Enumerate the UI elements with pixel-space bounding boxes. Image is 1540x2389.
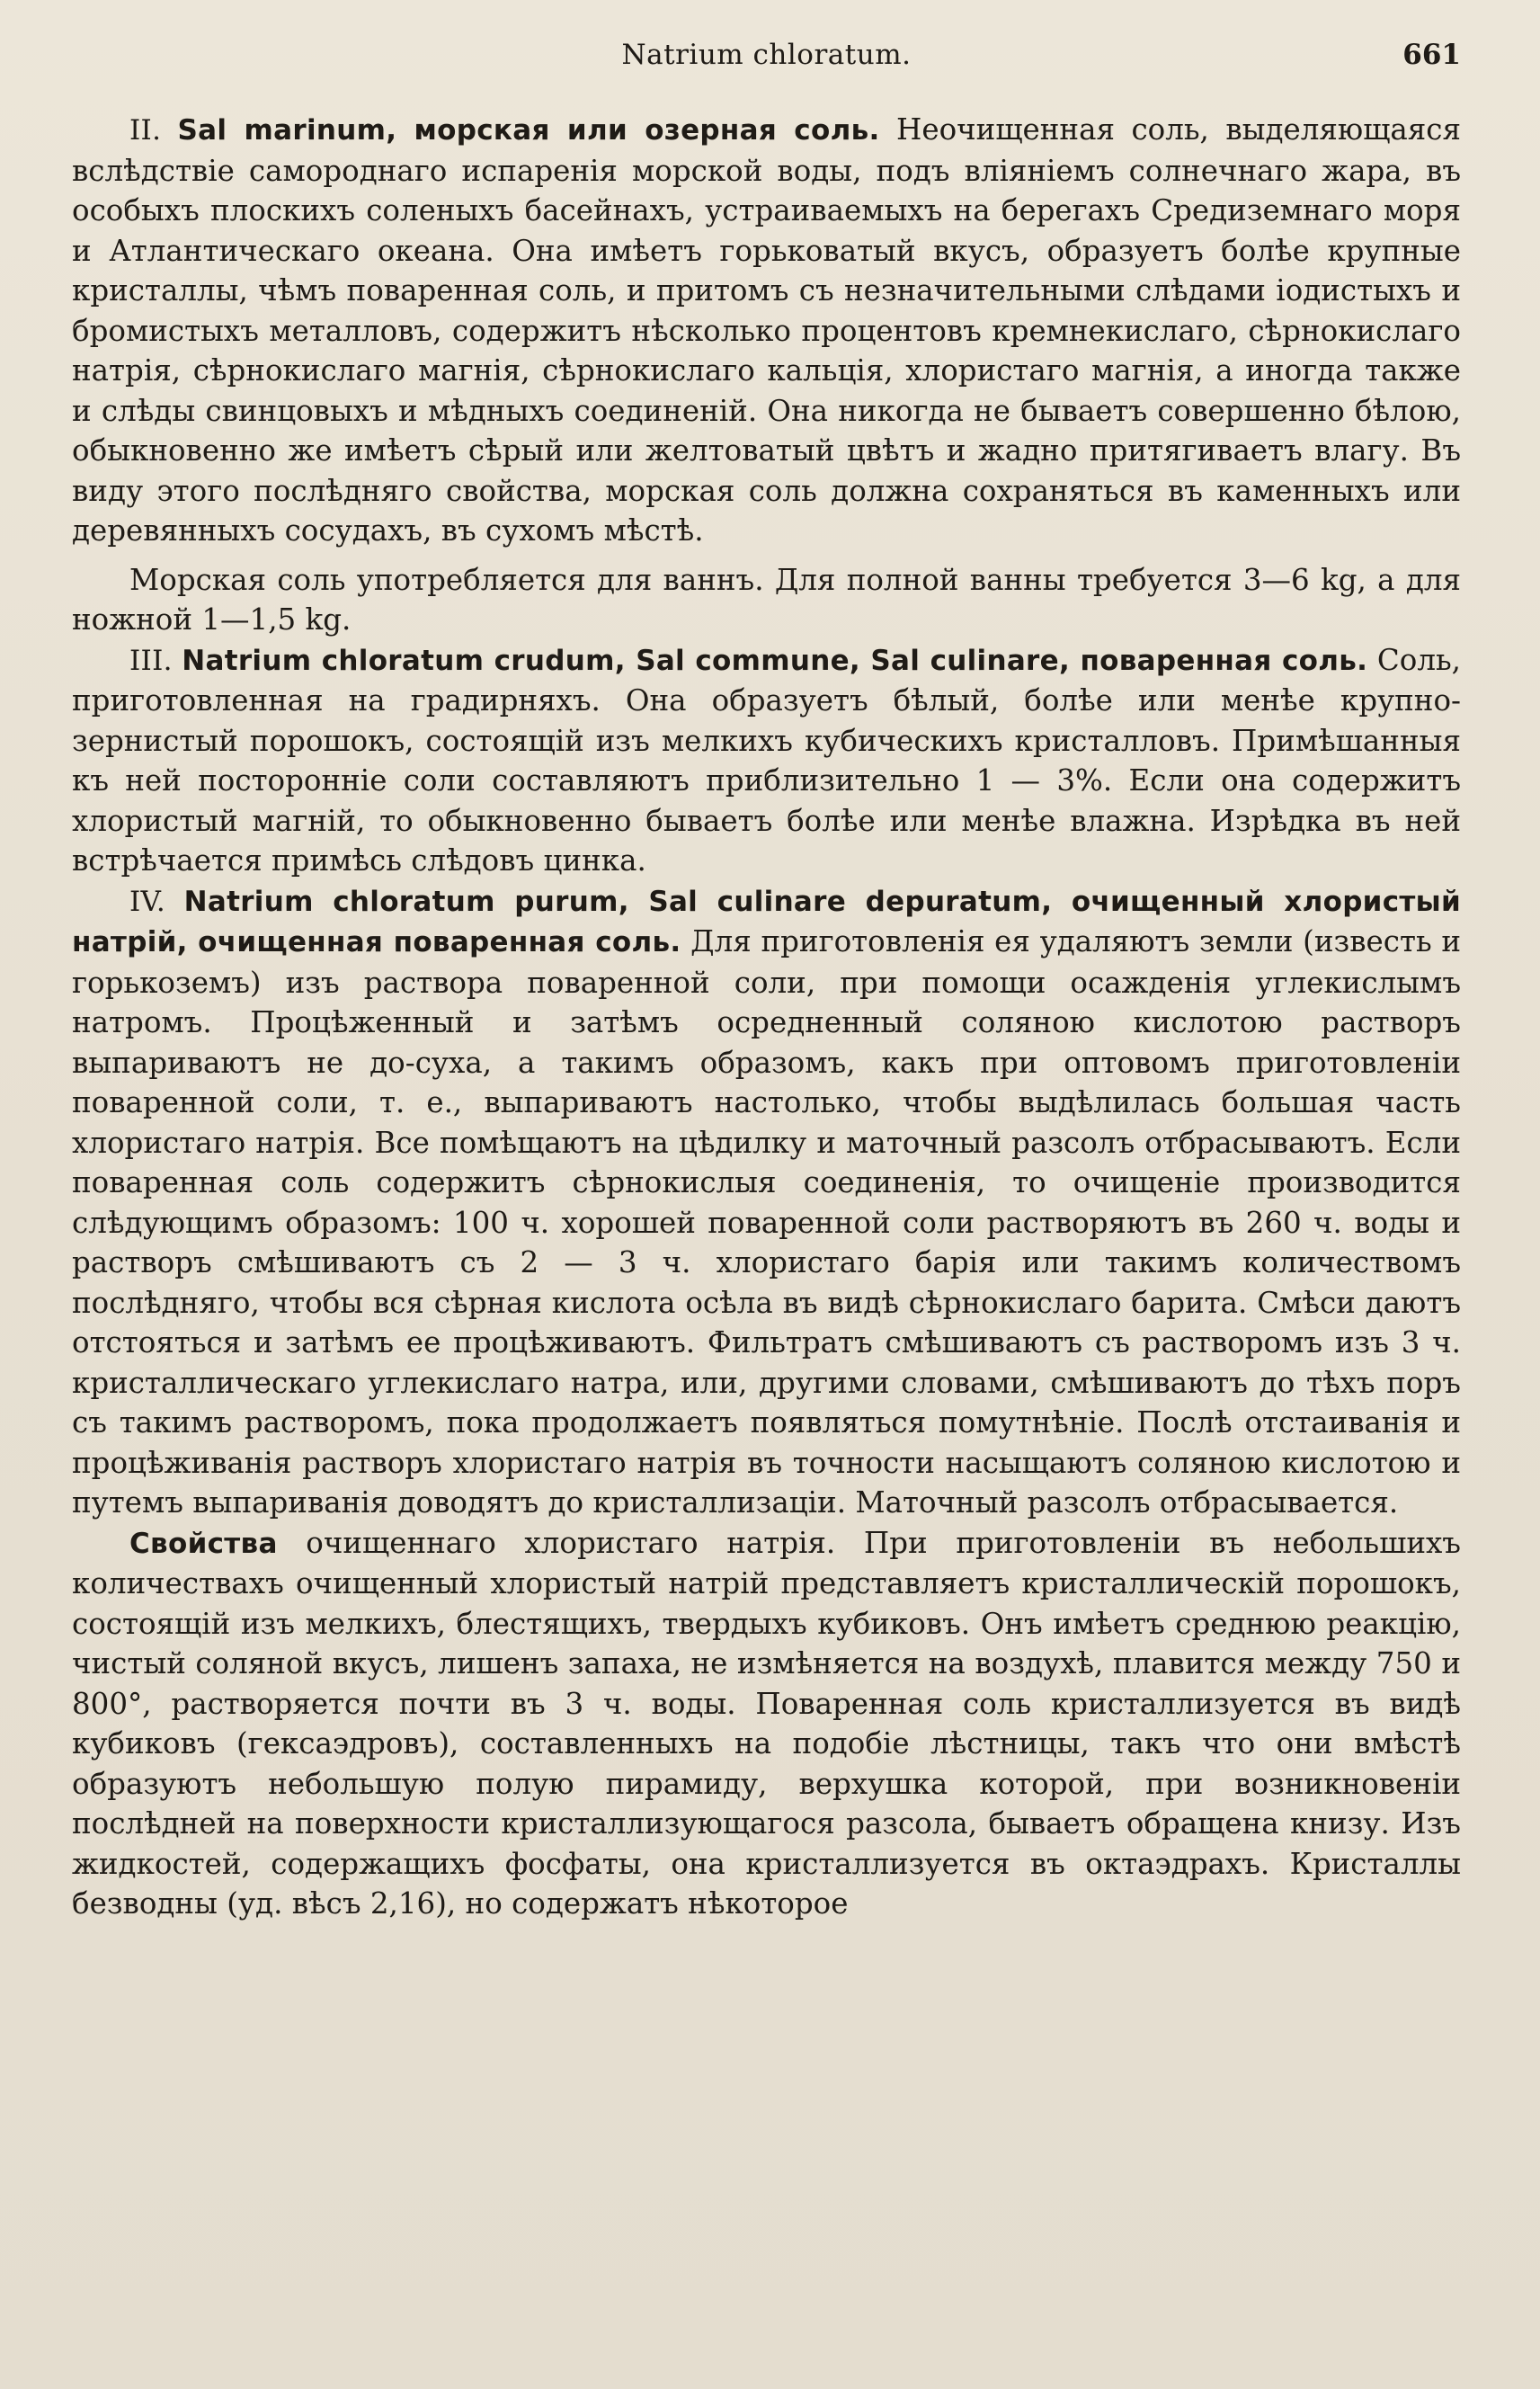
page-number: 661 [1402, 39, 1461, 71]
paragraph-text: Неочищенная соль, выделяющаяся вслѣдствіе самороднаго испаренія морской воды, подъ вліяніемъ солнечнаго жара, въ особыхъ плоскихъ соленыхъ басейнахъ, устраиваемыхъ на берегахъ Средиземнаго моря и Атлантическаго океана. Она имѣетъ горьковатый вкусъ, образуетъ болѣе крупные кристаллы, чѣмъ поваренная соль, и притомъ съ незначительными слѣдами іодистыхъ и бромистыхъ металловъ, содержитъ нѣсколько процентовъ кремнекислаго, сѣрнокислаго натрія, сѣрнокислаго магнія, сѣрнокислаго кальція, хлористаго магнія, а иногда также и слѣды свинцовыхъ и мѣдныхъ соединеній. Она никогда не бываетъ совершенно бѣлою, обыкновенно же имѣетъ сѣрый или желтоватый цвѣтъ и жадно притягиваетъ влагу. Въ виду этого послѣдняго свойства, морская соль должна сохраняться въ каменныхъ или деревянныхъ сосудахъ, въ сухомъ мѣстѣ. [72, 112, 1461, 548]
section-title: Natrium chloratum purum, Sal culinare depuratum, очищенный хлористый натрій, очищенная поваренная соль. [72, 885, 1462, 958]
running-head [72, 23, 1461, 86]
paragraph-text: очищеннаго хлористаго натрія. При приготовленіи въ небольшихъ количествахъ очищенный хлористый натрій представляетъ кристаллическій порошокъ, состоящій изъ мелкихъ, блестящихъ, твердыхъ кубиковъ. Онъ имѣетъ среднюю реакцію, чистый соляной вкусъ, лишенъ запаха, не измѣняется на воздухѣ, плавится между 750 и 800°, растворяется почти въ 3 ч. воды. Поваренная соль кристаллизуется въ видѣ кубиковъ (гексаэдровъ), составленныхъ на подобіе лѣстницы, такъ что они вмѣстѣ образуютъ небольшую полую пирамиду, верхушка которой, при возникновеніи послѣдней на поверхности кристаллизующагося разсола, бываетъ обращена книзу. Изъ жидкостей, содержащихъ фосфаты, она кристаллизуется въ октаэдрахъ. Кристаллы безводны (уд. вѣсъ 2,16), но содержатъ нѣкоторое [72, 1525, 1461, 1921]
paragraph-text: Морская соль употребляется для ваннъ. Для полной ванны требуется 3—6 kg, а для ножной 1—1,5 kg. [72, 562, 1461, 637]
running-title: Natrium chloratum. [621, 39, 912, 71]
paragraph-sal-marinum [72, 110, 1461, 551]
body-text [72, 110, 1461, 1924]
section-heading [129, 114, 880, 147]
section-title: Sal marinum, морская или озерная соль. [177, 114, 880, 147]
paragraph-text: Соль, приготовленная на градирняхъ. Она образуетъ бѣлый, болѣе или менѣе крупно-зернистый порошокъ, состоящій изъ мелкихъ кубическихъ кристалловъ. Примѣшанныя къ ней посторонніе соли составляютъ приблизительно 1 — 3%. Если она содержитъ хлористый магній, то обыкновенно бываетъ болѣе или менѣе влажна. Изрѣдка въ ней встрѣчается примѣсь слѣдовъ цинка. [72, 642, 1461, 878]
paragraph-properties [72, 1523, 1461, 1924]
section-numeral: II. [129, 114, 178, 147]
paragraph-text: Для приготовленія ея удаляютъ земли (известь и горькоземъ) изъ раствора поваренной соли, при помощи осажденія углекислымъ натромъ. Процѣженный и затѣмъ осредненный соляною кислотою растворъ выпариваютъ не до-суха, а такимъ образомъ, какъ при оптовомъ приготовленіи поваренной соли, т. е., выпариваютъ настолько, чтобы выдѣлилась большая часть хлористаго натрія. Все помѣщаютъ на цѣдилку и маточный разсолъ отбрасываютъ. Если поваренная соль содержитъ сѣрнокислыя соединенія, то очищеніе производится слѣдующимъ образомъ: 100 ч. хорошей поваренной соли растворяютъ въ 260 ч. воды и растворъ смѣшиваютъ съ 2 — 3 ч. хлористаго барія или такимъ количествомъ послѣдняго, чтобы вся сѣрная кислота осѣла въ видѣ сѣрнокислаго барита. Смѣси даютъ отстояться и затѣмъ ее процѣживаютъ. Фильтратъ смѣшиваютъ съ растворомъ изъ 3 ч. кристаллическаго углекислаго натра, или, другими словами, смѣшиваютъ до тѣхъ поръ съ такимъ растворомъ, пока продолжаетъ появляться помутнѣніе. Послѣ отстаиванія и процѣживанія растворъ хлористаго натрія въ точности насыщаютъ соляною кислотою и путемъ выпариванія доводятъ до кристаллизаціи. Маточный разсолъ отбрасывается. [72, 924, 1461, 1520]
section-numeral: III. [129, 644, 182, 677]
paragraph-natrium-purum [72, 881, 1461, 1523]
section-title: Natrium chloratum crudum, Sal commune, Sal culinare, поваренная соль. [182, 644, 1368, 677]
section-heading [129, 645, 1367, 677]
paragraph-sea-salt-baths [72, 560, 1461, 640]
paragraph-natrium-crudum [72, 640, 1461, 881]
section-heading: Свойства [129, 1527, 278, 1560]
section-numeral: IV. [129, 885, 184, 918]
